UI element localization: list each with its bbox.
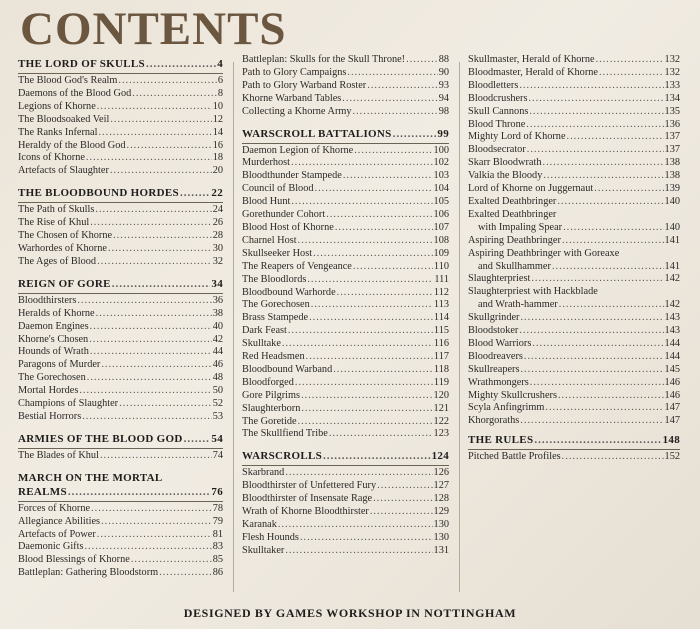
section-warscrolls — [242, 450, 449, 557]
toc-entry[interactable]: Bloodthunder Stampede ..... 103 — [242, 170, 449, 183]
section-march-on-mortal-realms — [18, 472, 223, 580]
toc-entry[interactable]: Wrath of Khorne Bloodthirster ..... 129 — [242, 506, 449, 519]
toc-entry[interactable]: Khorgoraths ..... 147 — [468, 415, 680, 428]
toc-entry[interactable]: Aspiring Deathbringer with Goreaxe and Skullhammer ..... 141 — [468, 248, 680, 274]
toc-entry[interactable]: Mighty Lord of Khorne ..... 137 — [468, 131, 680, 144]
toc-entry[interactable]: The Chosen of Khorne ..... 28 — [18, 230, 223, 243]
toc-entry[interactable]: Daemonic Gifts ..... 83 — [18, 541, 223, 554]
toc-entry[interactable]: The Rise of Khul ..... 26 — [18, 217, 223, 230]
toc-entry[interactable]: Gore Pilgrims ..... 120 — [242, 390, 449, 403]
toc-entry[interactable]: Skullgrinder ..... 143 — [468, 312, 680, 325]
toc-entry[interactable]: Murderhost ..... 102 — [242, 157, 449, 170]
toc-entry[interactable]: Lord of Khorne on Juggernaut ..... 139 — [468, 183, 680, 196]
toc-entry[interactable]: Allegiance Abilities ..... 79 — [18, 516, 223, 529]
section-heading-line2[interactable]: REALMS ..... 76 — [18, 486, 223, 502]
column-divider — [459, 62, 460, 592]
section-lord-of-skulls — [18, 58, 223, 178]
toc-entry[interactable]: Wrathmongers ..... 146 — [468, 377, 680, 390]
toc-entry[interactable]: Collecting a Khorne Army ..... 98 — [242, 106, 449, 119]
toc-entry[interactable]: Slaughterborn ..... 121 — [242, 403, 449, 416]
footer-credit: DESIGNED BY GAMES WORKSHOP IN NOTTINGHAM — [183, 606, 517, 620]
toc-entry[interactable]: The Gorechosen ..... 113 — [242, 299, 449, 312]
toc-entry[interactable]: Daemon Engines ..... 40 — [18, 321, 223, 334]
column-divider — [233, 62, 234, 592]
toc-entry[interactable]: The Bloodsoaked Veil ..... 12 — [18, 114, 223, 127]
section-warscroll-battalions — [242, 128, 449, 442]
toc-entry[interactable]: Skulltake ..... 116 — [242, 338, 449, 351]
toc-entry[interactable]: Daemon Legion of Khorne ..... 100 — [242, 145, 449, 158]
toc-entry[interactable]: Paragons of Murder ..... 46 — [18, 359, 223, 372]
toc-entry[interactable]: Red Headsmen ..... 117 — [242, 351, 449, 364]
section-the-rules — [468, 434, 680, 464]
toc-entry[interactable]: Bloodthirster of Unfettered Fury ..... 127 — [242, 480, 449, 493]
toc-entry[interactable]: Artefacts of Slaughter ..... 20 — [18, 165, 223, 178]
section-heading[interactable]: ARMIES OF THE BLOOD GOD ..... 54 — [18, 433, 223, 449]
toc-entry[interactable]: Skulltaker ..... 131 — [242, 545, 449, 558]
section-continued — [242, 54, 449, 119]
toc-entry[interactable]: Bloodbound Warhorde ..... 112 — [242, 287, 449, 300]
toc-entry[interactable]: Valkia the Bloody ..... 138 — [468, 170, 680, 183]
toc-entry[interactable]: Icons of Khorne ..... 18 — [18, 152, 223, 165]
toc-entry[interactable]: Bloodforged ..... 119 — [242, 377, 449, 390]
toc-entry[interactable]: Exalted Deathbringer ..... 140 — [468, 196, 680, 209]
toc-entry[interactable]: Champions of Slaughter ..... 52 — [18, 398, 223, 411]
toc-entry[interactable]: Blood Blessings of Khorne ..... 85 — [18, 554, 223, 567]
toc-entry[interactable]: The Reapers of Vengeance ..... 110 — [242, 261, 449, 274]
toc-entry[interactable]: Path to Glory Campaigns ..... 90 — [242, 67, 449, 80]
toc-entry[interactable]: Path to Glory Warband Roster ..... 93 — [242, 80, 449, 93]
toc-entry[interactable]: Skull Cannons ..... 135 — [468, 106, 680, 119]
toc-entry[interactable]: The Blood God's Realm ..... 6 — [18, 75, 223, 88]
toc-entry[interactable]: Artefacts of Power ..... 81 — [18, 529, 223, 542]
toc-entry[interactable]: Blood Throne ..... 136 — [468, 119, 680, 132]
toc-entry[interactable]: Skarr Bloodwrath ..... 138 — [468, 157, 680, 170]
toc-entry[interactable]: Flesh Hounds ..... 130 — [242, 532, 449, 545]
toc-entry[interactable]: Exalted Deathbringer with Impaling Spear ..... 140 — [468, 209, 680, 235]
section-armies-of-blood-god — [18, 433, 223, 463]
toc-entry[interactable]: Mortal Hordes ..... 50 — [18, 385, 223, 398]
toc-entry[interactable]: Mighty Skullcrushers ..... 146 — [468, 390, 680, 403]
section-heading[interactable]: WARSCROLLS ..... 124 — [242, 450, 449, 466]
toc-entry[interactable]: Bloodmaster, Herald of Khorne ..... 132 — [468, 67, 680, 80]
toc-entry[interactable]: Khorne's Chosen ..... 42 — [18, 334, 223, 347]
toc-entry[interactable]: Pitched Battle Profiles ..... 152 — [468, 451, 680, 464]
toc-entry[interactable]: Bloodletters ..... 133 — [468, 80, 680, 93]
toc-entry[interactable]: Scyla Anfingrimm ..... 147 — [468, 402, 680, 415]
toc-entry[interactable]: Karanak ..... 130 — [242, 519, 449, 532]
toc-column-2 — [242, 54, 449, 558]
toc-entry[interactable]: Bestial Horrors ..... 53 — [18, 411, 223, 424]
toc-entry[interactable]: The Goretide ..... 122 — [242, 416, 449, 429]
toc-entry[interactable]: The Skullfiend Tribe ..... 123 — [242, 428, 449, 441]
toc-entry[interactable]: Skullmaster, Herald of Khorne ..... 132 — [468, 54, 680, 67]
toc-entry[interactable]: Dark Feast ..... 115 — [242, 325, 449, 338]
toc-entry[interactable]: Bloodbound Warband ..... 118 — [242, 364, 449, 377]
section-heading[interactable]: THE BLOODBOUND HORDES ..... 22 — [18, 187, 223, 203]
toc-entry[interactable]: The Blades of Khul ..... 74 — [18, 450, 223, 463]
toc-column-3 — [468, 54, 680, 464]
toc-entry[interactable]: The Gorechosen ..... 48 — [18, 372, 223, 385]
toc-entry[interactable]: The Ranks Infernal ..... 14 — [18, 127, 223, 140]
toc-entry[interactable]: Skarbrand ..... 126 — [242, 467, 449, 480]
section-heading[interactable]: THE LORD OF SKULLS ..... 4 — [18, 58, 223, 74]
section-heading[interactable]: REIGN OF GORE ..... 34 — [18, 278, 223, 294]
toc-entry[interactable]: Heraldy of the Blood God ..... 16 — [18, 140, 223, 153]
toc-entry[interactable]: Blood Warriors ..... 144 — [468, 338, 680, 351]
toc-entry[interactable]: Battleplan: Gathering Bloodstorm ..... 86 — [18, 567, 223, 580]
toc-entry[interactable]: Daemons of the Blood God ..... 8 — [18, 88, 223, 101]
toc-entry[interactable]: The Path of Skulls ..... 24 — [18, 204, 223, 217]
toc-entry[interactable]: Bloodthirster of Insensate Rage ..... 128 — [242, 493, 449, 506]
toc-entry[interactable]: Bloodsecrator ..... 137 — [468, 144, 680, 157]
toc-entry[interactable]: Slaughterpriest ..... 142 — [468, 273, 680, 286]
toc-entry[interactable]: The Ages of Blood ..... 32 — [18, 256, 223, 269]
toc-entry[interactable]: Forces of Khorne ..... 78 — [18, 503, 223, 516]
toc-entry[interactable]: Bloodcrushers ..... 134 — [468, 93, 680, 106]
toc-entry[interactable]: The Bloodlords ..... 111 — [242, 274, 449, 287]
toc-entry[interactable]: Brass Stampede ..... 114 — [242, 312, 449, 325]
toc-entry[interactable]: Khorne Warband Tables ..... 94 — [242, 93, 449, 106]
toc-entry[interactable]: Blood Host of Khorne ..... 107 — [242, 222, 449, 235]
toc-entry[interactable]: Council of Blood ..... 104 — [242, 183, 449, 196]
toc-entry[interactable]: Heralds of Khorne ..... 38 — [18, 308, 223, 321]
toc-entry[interactable]: Charnel Host ..... 108 — [242, 235, 449, 248]
toc-entry[interactable]: Bloodreavers ..... 144 — [468, 351, 680, 364]
toc-entry[interactable]: Bloodstoker ..... 143 — [468, 325, 680, 338]
section-reign-of-gore — [18, 278, 223, 424]
toc-entry[interactable]: Blood Hunt ..... 105 — [242, 196, 449, 209]
toc-entry[interactable]: Warhordes of Khorne ..... 30 — [18, 243, 223, 256]
section-heading[interactable]: WARSCROLL BATTALIONS ..... 99 — [242, 128, 449, 144]
toc-entry[interactable]: Hounds of Wrath ..... 44 — [18, 346, 223, 359]
toc-entry[interactable]: Skullseeker Host ..... 109 — [242, 248, 449, 261]
toc-entry[interactable]: Battleplan: Skulls for the Skull Throne! ..... 88 — [242, 54, 449, 67]
toc-entry[interactable]: Bloodthirsters ..... 36 — [18, 295, 223, 308]
section-heading[interactable]: MARCH ON THE MORTAL — [18, 471, 163, 484]
section-heading[interactable]: THE RULES ..... 148 — [468, 434, 680, 450]
toc-entry[interactable]: Aspiring Deathbringer ..... 141 — [468, 235, 680, 248]
page-title: CONTENTS — [20, 3, 287, 55]
toc-entry[interactable]: Gorethunder Cohort ..... 106 — [242, 209, 449, 222]
toc-entry[interactable]: Legions of Khorne ..... 10 — [18, 101, 223, 114]
toc-entry[interactable]: Slaughterpriest with Hackblade and Wrath-hammer ..... 142 — [468, 286, 680, 312]
toc-column-1 — [18, 58, 223, 580]
toc-entry[interactable]: Skullreapers ..... 145 — [468, 364, 680, 377]
section-bloodbound-hordes — [18, 187, 223, 269]
